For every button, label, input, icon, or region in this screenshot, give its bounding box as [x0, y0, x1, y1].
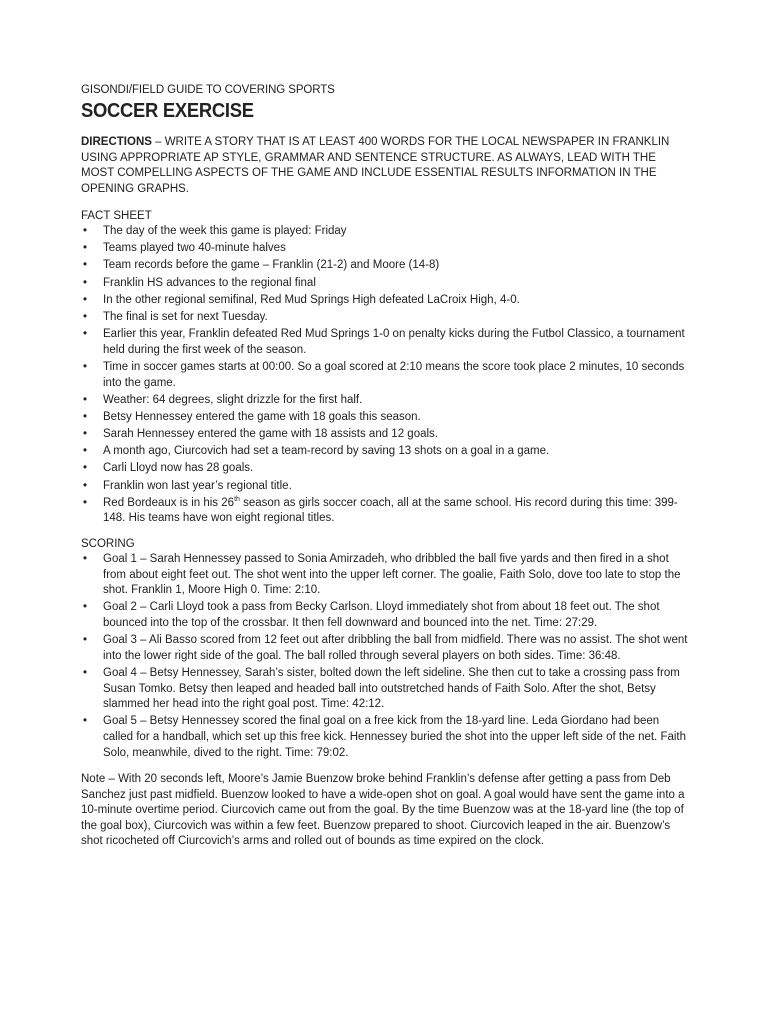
bullet-icon: • — [83, 410, 88, 423]
goal-item: • Goal 2 – Carli Lloyd took a pass from Becky Carlson. Lloyd immediately shot from about 18 feet out. The shot bounced into the top of the crossbar. It then fell downward and bounced into the net. Time: 27:29. — [83, 601, 660, 629]
goal-item: • Goal 1 – Sarah Hennessey passed to Sonia Amirzadeh, who dribbled the ball five yards and then fired in a shot from about eight feet out. The shot went into the upper left corner. The goalie, Faith Solo, dove too late to stop the shot. Franklin 1, Moore High 0. Time: 2:10. — [83, 553, 681, 597]
fact-item: • Carli Lloyd now has 28 goals. — [81, 461, 690, 477]
fact-item: • The day of the week this game is played: Friday — [81, 224, 690, 240]
bullet-icon: • — [83, 666, 88, 679]
running-header: GISONDI/FIELD GUIDE TO COVERING SPORTS — [81, 84, 335, 96]
bullet-icon: • — [83, 601, 88, 614]
fact-item: • A month ago, Ciurcovich had set a team-record by saving 13 shots on a goal in a game. — [81, 444, 690, 460]
fact-item: • The final is set for next Tuesday. — [81, 310, 690, 326]
bullet-icon: • — [83, 715, 88, 728]
bullet-icon: • — [83, 428, 88, 441]
fact-item: • Franklin won last year’s regional title. — [81, 479, 690, 495]
bullet-icon: • — [83, 634, 88, 647]
bullet-icon: • — [83, 393, 88, 406]
fact-sheet-heading: FACT SHEET — [81, 210, 152, 222]
note-paragraph: Note – With 20 seconds left, Moore’s Jamie Buenzow broke behind Franklin’s defense after getting a pass from Deb Sanchez just past midfield. Buenzow looked to have a wide-open shot on goal. A goal would have sent the game into a 10-minute overtime period. Ciurcovich came out from the goal. By the time Buenzow was at the 18-yard line (the top of the goal box), Ciurcovich was within a few feet. Buenzow prepared to shoot. Ciurcovich leaped in the air. Buenzow’s shot ricocheted off Ciurcovich’s arms and rolled out of bounds as time expired on the clock. — [81, 773, 685, 848]
page-title: SOCCER EXERCISE — [81, 100, 254, 122]
bullet-icon: • — [83, 479, 88, 492]
bullet-icon: • — [83, 328, 88, 341]
fact-item: • Teams played two 40-minute halves — [81, 241, 690, 257]
fact-item: • Sarah Hennessey entered the game with 18 assists and 12 goals. — [81, 427, 690, 443]
fact-item: • Earlier this year, Franklin defeated Red Mud Springs 1-0 on penalty kicks during the Futbol Classico, a tournament held during the first week of the season. — [83, 328, 685, 356]
bullet-icon: • — [83, 310, 88, 323]
fact-item: • In the other regional semifinal, Red Mud Springs High defeated LaCroix High, 4-0. — [81, 293, 690, 309]
bullet-icon: • — [83, 445, 88, 458]
goal-item: • Goal 3 – Ali Basso scored from 12 feet out after dribbling the ball from midfield. There was no assist. The shot went into the lower right side of the goal. The ball rolled through several players on both sides. Time: 36:48. — [83, 634, 688, 662]
bullet-icon: • — [83, 225, 88, 237]
bullet-icon: • — [83, 259, 88, 272]
bullet-icon: • — [83, 293, 88, 306]
directions-paragraph — [81, 135, 690, 197]
scoring-list — [81, 552, 690, 761]
bullet-icon: • — [83, 242, 88, 255]
fact-item: • Red Bordeaux is in his 26th season as girls soccer coach, all at the same school. His record during this time: 399-148. His teams have won eight regional titles. — [83, 495, 678, 525]
goal-item: • Goal 5 – Betsy Hennessey scored the final goal on a free kick from the 18-yard line. Leda Giordano had been called for a handball, which set up this free kick. Hennessey buried the shot into the upper left side of the net. Faith Solo, meanwhile, dived to the right. Time: 79:02. — [83, 715, 687, 759]
fact-item: • Team records before the game – Franklin (21-2) and Moore (14-8) — [81, 258, 690, 274]
directions-text: – WRITE A STORY THAT IS AT LEAST 400 WORDS FOR THE LOCAL NEWSPAPER IN FRANKLIN USING APPROPRIATE AP STYLE, GRAMMAR AND SENTENCE STRUCTURE. AS ALWAYS, LEAD WITH THE MOST COMPELLING ASPECTS OF THE GAME AND INCLUDE ESSENTIAL RESULTS INFORMATION IN THE OPENING GRAPHS. — [81, 136, 670, 195]
fact-item: • Franklin HS advances to the regional final — [81, 276, 690, 292]
bullet-icon: • — [83, 553, 88, 565]
goal-item: • Goal 4 – Betsy Hennessey, Sarah’s sister, bolted down the left sideline. She then cut to take a crossing pass from Susan Tomko. Betsy then leaped and headed ball into outstretched hands of Faith Solo. After the shot, Betsy slammed her head into the right goal post. Time: 42:12. — [83, 666, 680, 711]
fact-sheet-list — [81, 224, 690, 527]
bullet-icon: • — [83, 276, 88, 289]
bullet-icon: • — [83, 360, 88, 373]
fact-item: • Time in soccer games starts at 00:00. So a goal scored at 2:10 means the score took place 2 minutes, 10 seconds into the game. — [83, 360, 685, 389]
directions-label: DIRECTIONS — [81, 136, 152, 148]
bullet-icon: • — [83, 462, 88, 475]
scoring-heading: SCORING — [81, 538, 135, 550]
bullet-icon: • — [83, 496, 88, 509]
fact-item: • Betsy Hennessey entered the game with 18 goals this season. — [81, 410, 690, 426]
fact-item: • Weather: 64 degrees, slight drizzle for the first half. — [81, 393, 690, 409]
